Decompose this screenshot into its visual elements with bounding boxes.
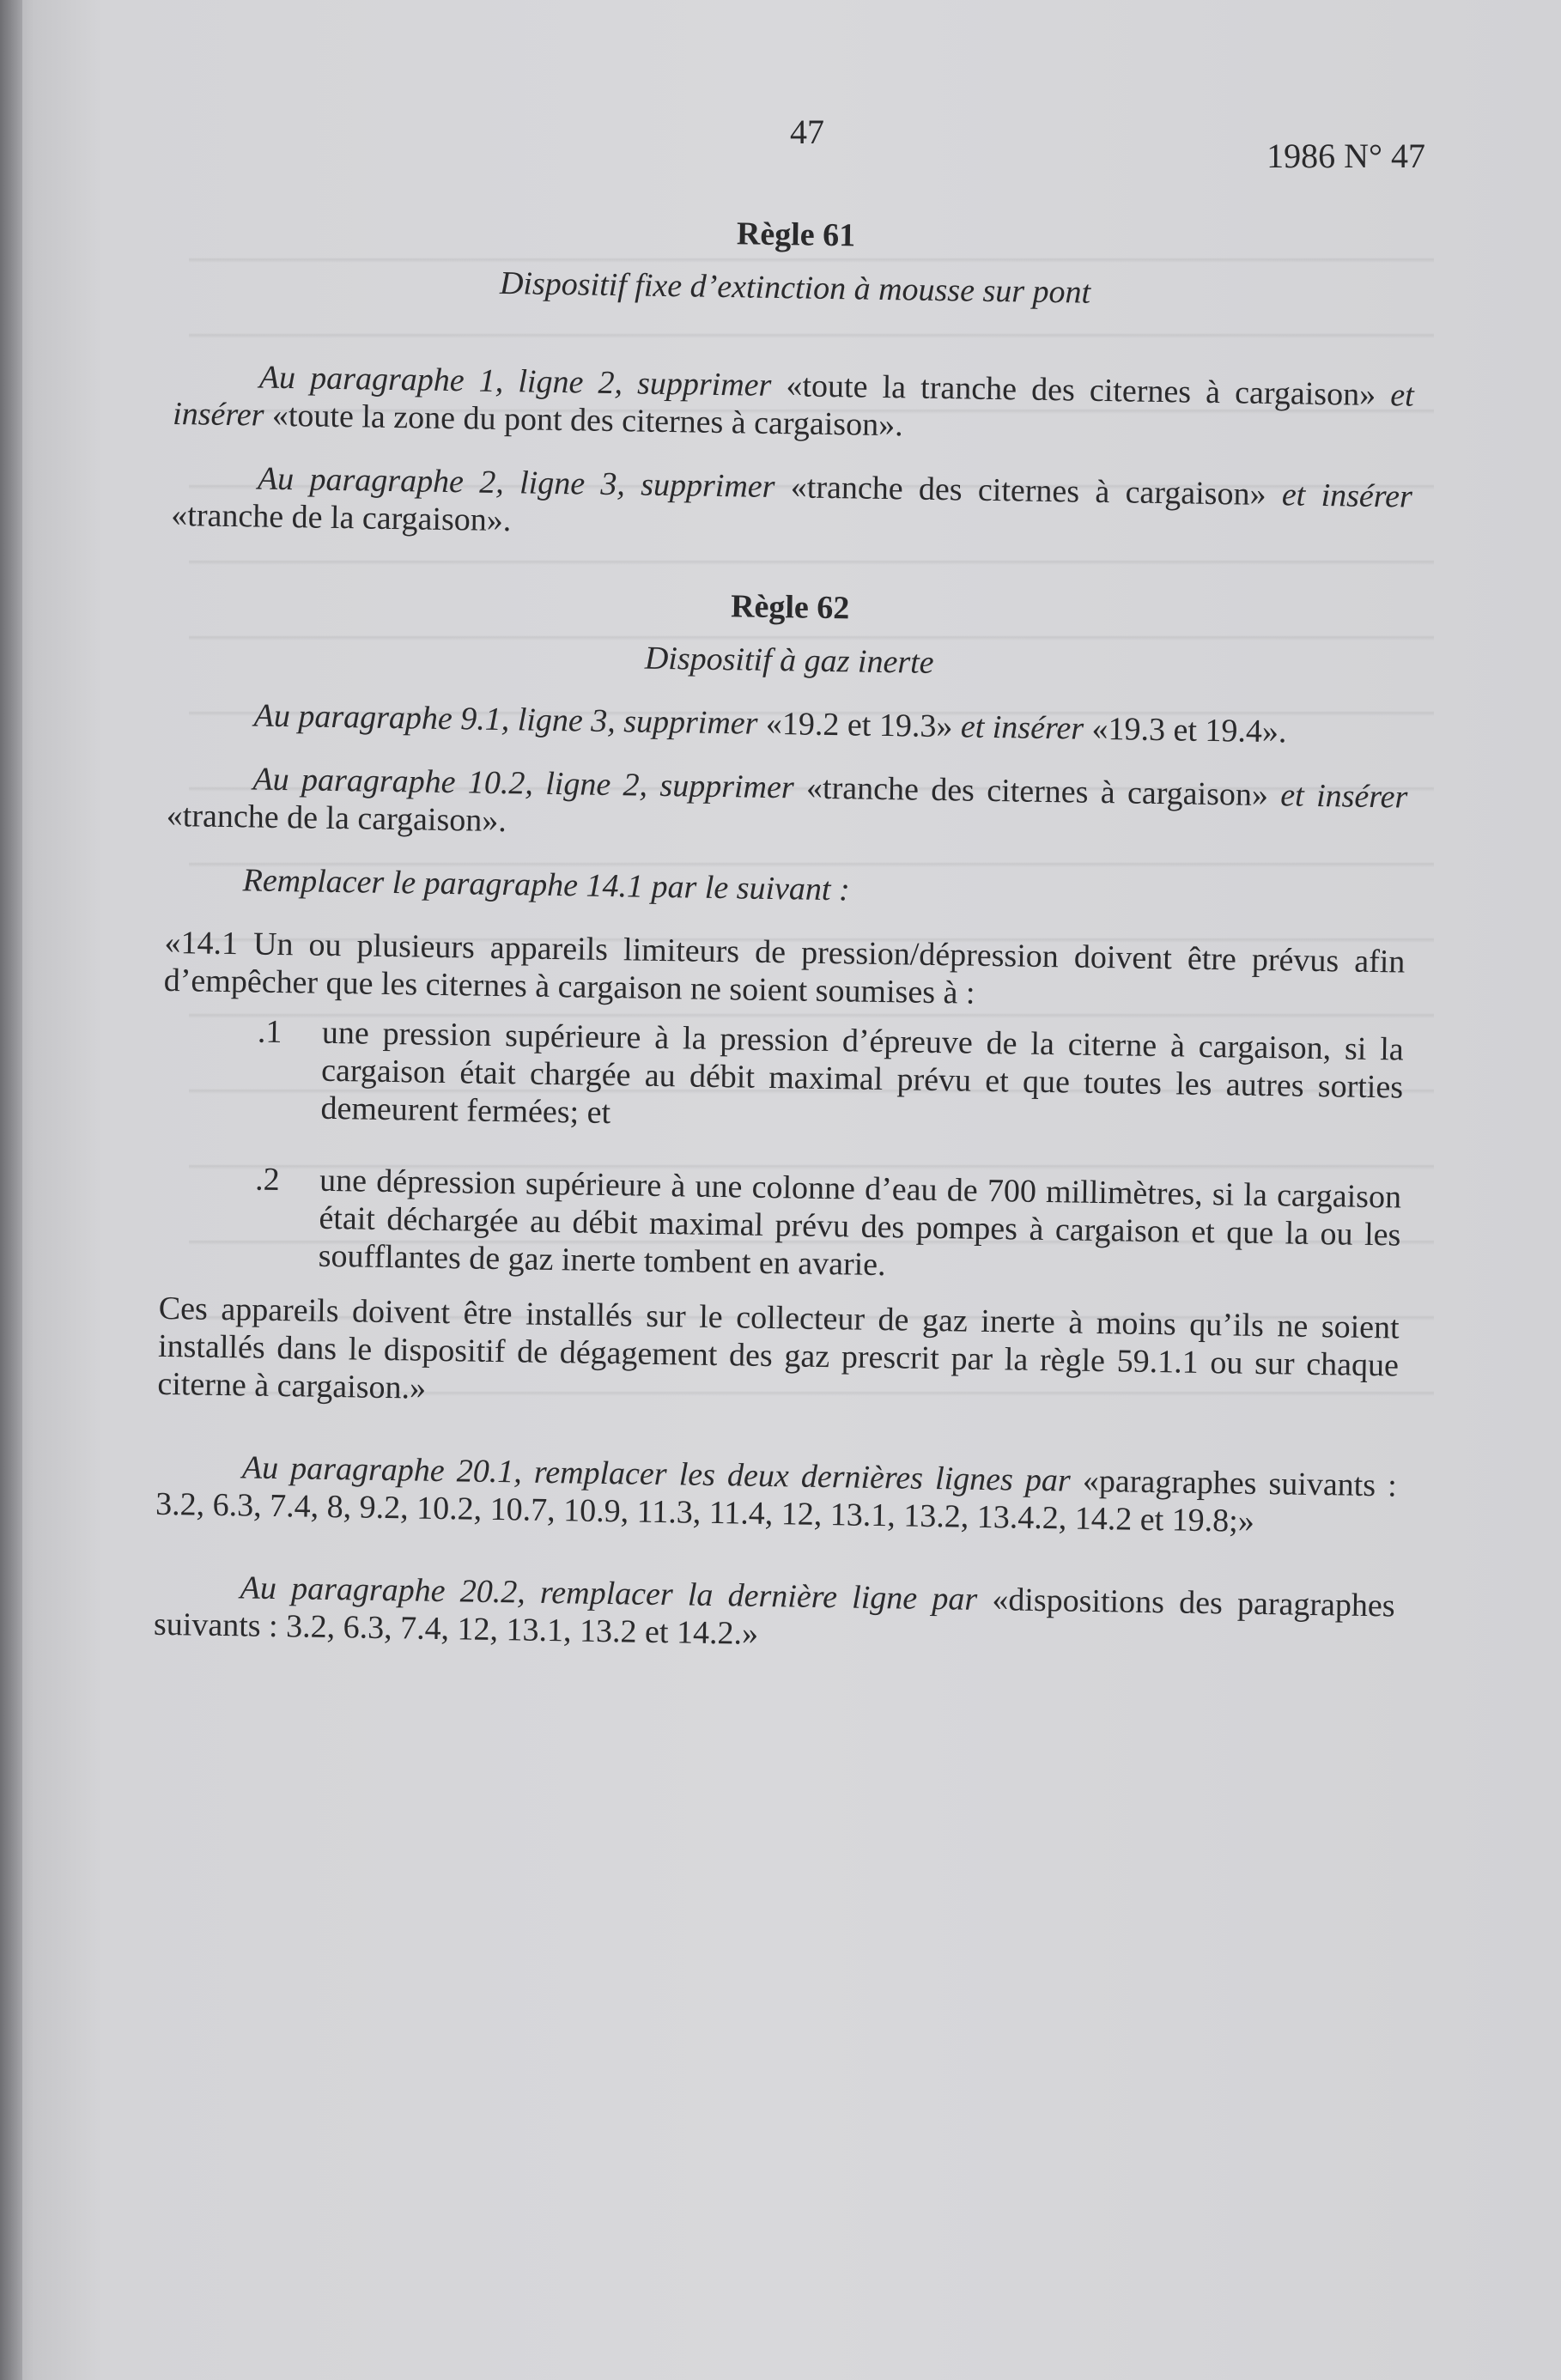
- insert-text: «toute la zone du pont des citernes à cargaison».: [264, 397, 903, 444]
- list-item-text: une dépression supérieure à une colonne d’eau de 700 millimètres, si la cargaison était déchargée au débit maximal prévu des pompes à cargaison et que la ou les soufflantes de gaz inerte tombent en avarie.: [318, 1162, 1402, 1284]
- insert-text: «tranche de la cargaison».: [166, 797, 507, 840]
- list-item-2: [159, 1159, 1401, 1292]
- rule-61-title: Règle 61: [736, 216, 856, 254]
- rule-62-title: Règle 62: [730, 588, 850, 627]
- amend-text: «paragraphes suivants : 3.2, 6.3, 7.4, 8, 9.2, 10.2, 10.7, 10.9, 11.3, 11.4, 12, 13.1, 13.2, 13.4.2, 14.2 et 19.8;»: [155, 1462, 1398, 1539]
- amend-instruction: Au paragraphe 20.2, remplacer la dernière ligne par: [240, 1569, 978, 1618]
- replace-instruction: Remplacer le paragraphe 14.1 par le suivant :: [242, 862, 851, 908]
- rule-62-subtitle: Dispositif à gaz inerte: [644, 640, 934, 681]
- list-item-text: une pression supérieure à la pression d’épreuve de la citerne à cargaison, si la cargaison était chargée au débit maximal prévu et que toutes les autres sorties demeurent fermées; et: [320, 1014, 1405, 1132]
- insert-instruction: et insérer: [960, 708, 1084, 747]
- amend-instruction: Au paragraphe 2, ligne 3, supprimer: [257, 460, 775, 505]
- amend-instruction: Au paragraphe 1, ligne 2, supprimer: [258, 359, 772, 404]
- rule-61-subtitle: Dispositif fixe d’extinction à mousse sur pont: [499, 264, 1091, 311]
- document-reference: 1986 N° 47: [1266, 137, 1425, 175]
- amend-instruction: Au paragraphe 9.1, ligne 3, supprimer: [253, 697, 758, 742]
- page-content: [154, 206, 1417, 1662]
- list-item-number: .1: [257, 1013, 282, 1051]
- insert-instruction: et insérer: [1280, 777, 1408, 816]
- amend-instruction: Au paragraphe 20.1, remplacer les deux dernières lignes par: [241, 1449, 1072, 1499]
- quoted-paragraph-14-1: «14.1 Un ou plusieurs appareils limiteurs de pression/dépression doivent être prévus afin d’empêcher que les citernes à cargaison ne soient soumises à :: [163, 924, 1406, 1011]
- list-item-1: [161, 1011, 1404, 1144]
- amend-text: «tranche des citernes à cargaison»: [793, 769, 1281, 814]
- amend-text: «19.2 et 19.3»: [757, 705, 962, 745]
- insert-text: «tranche de la cargaison».: [171, 496, 512, 539]
- book-spine-shadow: [0, 0, 22, 2380]
- amend-text: «toute la tranche des citernes à cargaison»: [771, 367, 1391, 414]
- amend-instruction: Au paragraphe 10.2, ligne 2, supprimer: [252, 761, 795, 806]
- insert-text: «19.3 et 19.4».: [1083, 710, 1287, 750]
- amend-text: «dispositions des paragraphes suivants : 3.2, 6.3, 7.4, 12, 13.1, 13.2 et 14.2.»: [153, 1581, 1395, 1652]
- quoted-closing-paragraph: Ces appareils doivent être installés sur le collecteur de gaz inerte à moins qu’ils ne soient installés dans le dispositif de dégagement des gaz prescrit par la règle 59.1.1 ou sur chaque citerne à cargaison.»: [157, 1290, 1400, 1406]
- insert-instruction: et insérer: [1281, 477, 1413, 515]
- insert-instruction: et insérer: [172, 377, 1415, 434]
- page-number: 47: [790, 112, 824, 151]
- amend-text: «tranche des citernes à cargaison»: [774, 468, 1283, 513]
- list-item-number: .2: [254, 1161, 281, 1199]
